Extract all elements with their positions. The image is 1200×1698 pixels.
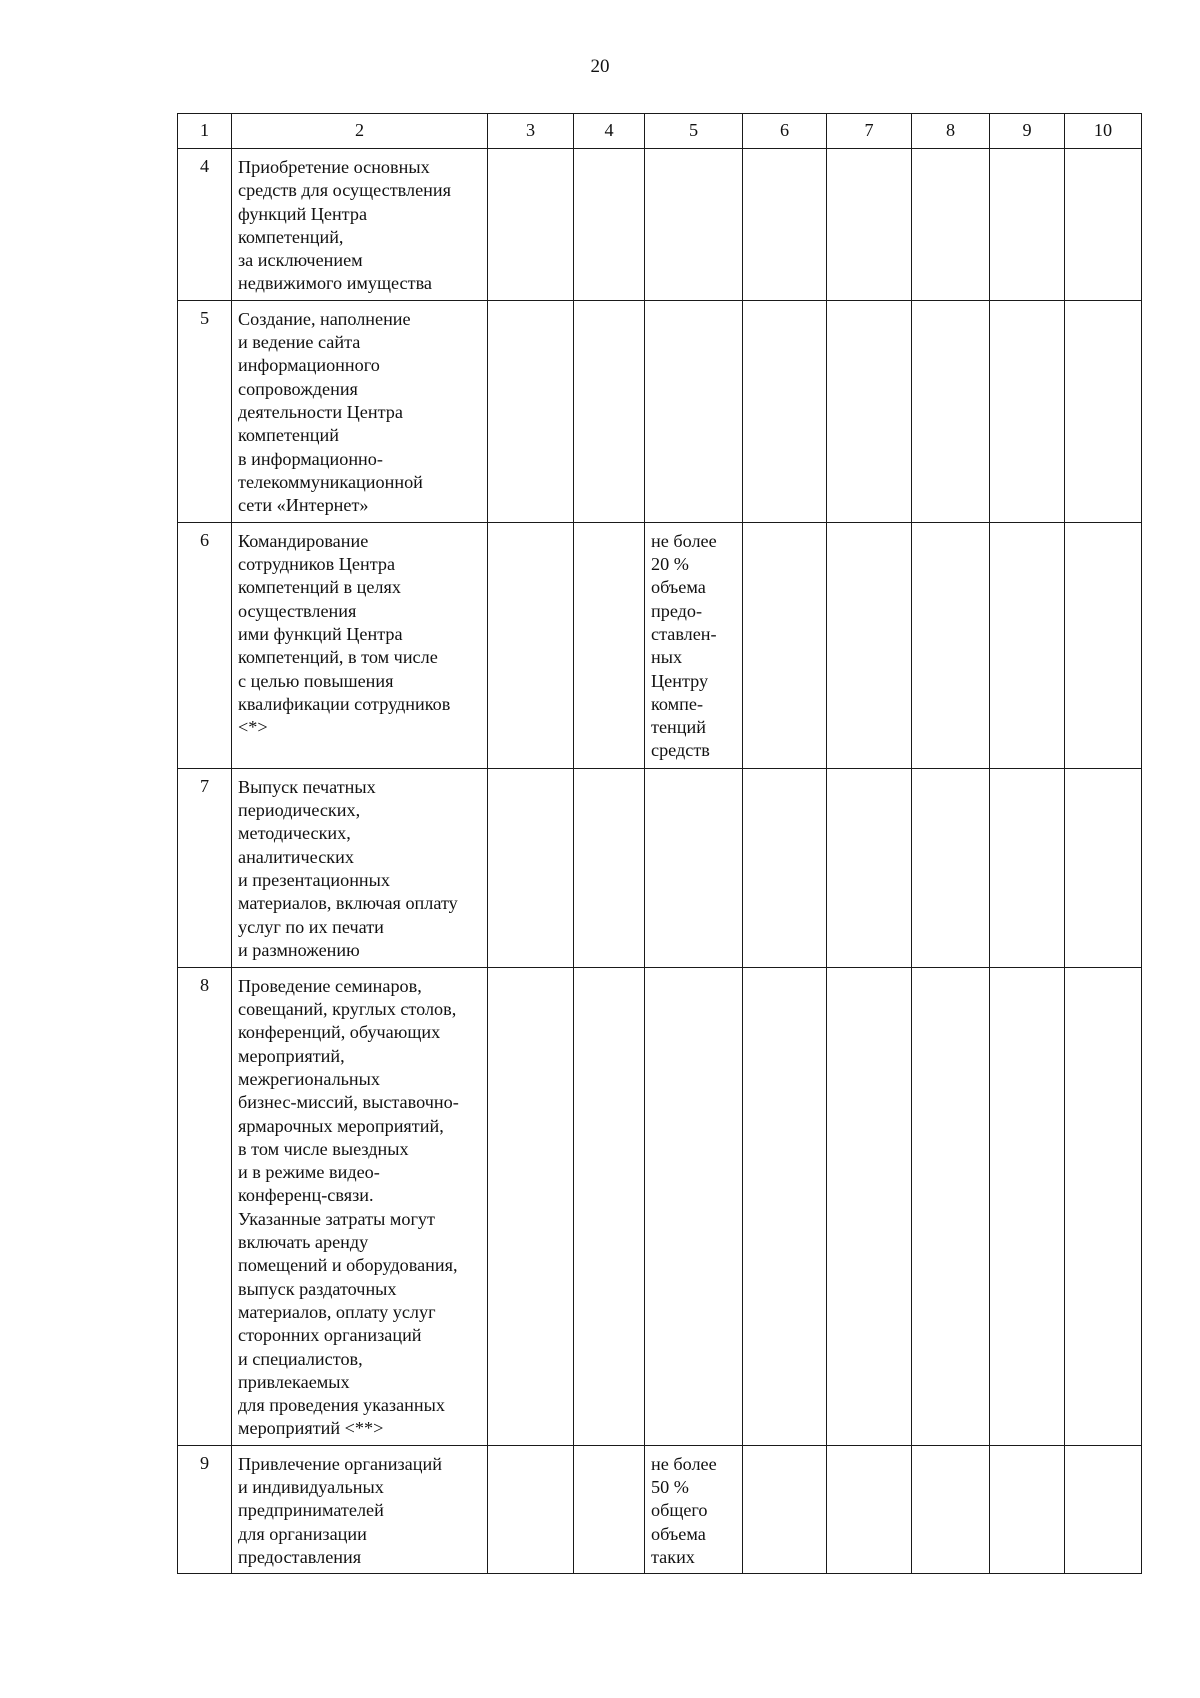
- header-cell: 5: [645, 114, 743, 149]
- empty-cell: [743, 1445, 827, 1573]
- row-description-text: Выпуск печатных периодических, методических, аналитических и презентационных материалов, включая оплату услуг по их печати и размножению: [238, 776, 458, 960]
- empty-cell: [488, 967, 574, 1445]
- empty-cell: [488, 522, 574, 768]
- table-row: [178, 149, 1142, 301]
- table-row: [178, 1445, 1142, 1573]
- row-description-text: Проведение семинаров, совещаний, круглых столов, конференций, обучающих мероприятий, межрегиональных бизнес-миссий, выставочно- ярмарочных мероприятий, в том числе выездных и в режиме видео- конференц-связи. Указанные затраты могут включать аренду помещений и оборудования, выпуск раздаточных материалов, оплату услуг сторонних организаций и специалистов, привлекаемых для проведения указанных мероприятий <**>: [238, 975, 459, 1439]
- empty-cell: [990, 1445, 1065, 1573]
- row-description: [232, 768, 488, 967]
- row-number: 8: [178, 967, 232, 1445]
- empty-cell: [1065, 300, 1142, 522]
- empty-cell: [574, 967, 645, 1445]
- empty-cell: [488, 300, 574, 522]
- table-row: [178, 522, 1142, 768]
- empty-cell: [574, 149, 645, 301]
- empty-cell: [912, 967, 990, 1445]
- empty-cell: [990, 300, 1065, 522]
- empty-cell: [488, 768, 574, 967]
- limit-cell: [645, 149, 743, 301]
- limit-cell: [645, 1445, 743, 1573]
- empty-cell: [1065, 522, 1142, 768]
- limit-cell: [645, 967, 743, 1445]
- row-number: 4: [178, 149, 232, 301]
- empty-cell: [743, 149, 827, 301]
- empty-cell: [488, 149, 574, 301]
- empty-cell: [743, 768, 827, 967]
- empty-cell: [912, 1445, 990, 1573]
- table-header-row: [178, 114, 1142, 149]
- row-description: [232, 149, 488, 301]
- header-cell: 10: [1065, 114, 1142, 149]
- empty-cell: [574, 1445, 645, 1573]
- row-description: [232, 1445, 488, 1573]
- header-cell: 4: [574, 114, 645, 149]
- empty-cell: [574, 300, 645, 522]
- row-description-text: Создание, наполнение и ведение сайта информационного сопровождения деятельности Центра компетенций в информационно- телекоммуникационной сети «Интернет»: [238, 308, 423, 516]
- empty-cell: [990, 149, 1065, 301]
- row-description: [232, 300, 488, 522]
- header-cell: 9: [990, 114, 1065, 149]
- header-cell: 7: [827, 114, 912, 149]
- empty-cell: [1065, 149, 1142, 301]
- table-row: [178, 300, 1142, 522]
- row-number: 6: [178, 522, 232, 768]
- empty-cell: [827, 149, 912, 301]
- limit-text: не более 20 % объема предо- ставлен- ных Центру компе- тенций средств: [651, 530, 717, 761]
- empty-cell: [1065, 768, 1142, 967]
- row-number: 9: [178, 1445, 232, 1573]
- table-row: [178, 967, 1142, 1445]
- empty-cell: [1065, 1445, 1142, 1573]
- empty-cell: [990, 522, 1065, 768]
- header-cell: 2: [232, 114, 488, 149]
- table-row: [178, 768, 1142, 967]
- row-description-text: Приобретение основных средств для осуществления функций Центра компетенций, за исключением недвижимого имущества: [238, 157, 452, 294]
- limit-cell: [645, 300, 743, 522]
- empty-cell: [912, 300, 990, 522]
- row-number: 5: [178, 300, 232, 522]
- row-description-text: Командирование сотрудников Центра компетенций в целях осуществления ими функций Центра компетенций, в том числе с целью повышения квалификации сотрудников <*>: [238, 530, 451, 738]
- empty-cell: [912, 522, 990, 768]
- empty-cell: [912, 768, 990, 967]
- empty-cell: [827, 1445, 912, 1573]
- row-description: [232, 522, 488, 768]
- page-number: 20: [590, 56, 610, 77]
- empty-cell: [990, 967, 1065, 1445]
- empty-cell: [743, 967, 827, 1445]
- empty-cell: [488, 1445, 574, 1573]
- empty-cell: [743, 522, 827, 768]
- row-description: [232, 967, 488, 1445]
- empty-cell: [743, 300, 827, 522]
- cost-table: [177, 113, 1142, 1574]
- limit-cell: [645, 522, 743, 768]
- empty-cell: [827, 768, 912, 967]
- header-cell: 8: [912, 114, 990, 149]
- empty-cell: [827, 967, 912, 1445]
- empty-cell: [1065, 967, 1142, 1445]
- header-cell: 3: [488, 114, 574, 149]
- empty-cell: [574, 522, 645, 768]
- header-cell: 1: [178, 114, 232, 149]
- empty-cell: [574, 768, 645, 967]
- empty-cell: [827, 300, 912, 522]
- row-description-text: Привлечение организаций и индивидуальных предпринимателей для организации предоставления: [238, 1453, 442, 1567]
- empty-cell: [912, 149, 990, 301]
- row-number: 7: [178, 768, 232, 967]
- empty-cell: [827, 522, 912, 768]
- empty-cell: [990, 768, 1065, 967]
- limit-cell: [645, 768, 743, 967]
- limit-text: не более 50 % общего объема таких: [651, 1453, 717, 1567]
- header-cell: 6: [743, 114, 827, 149]
